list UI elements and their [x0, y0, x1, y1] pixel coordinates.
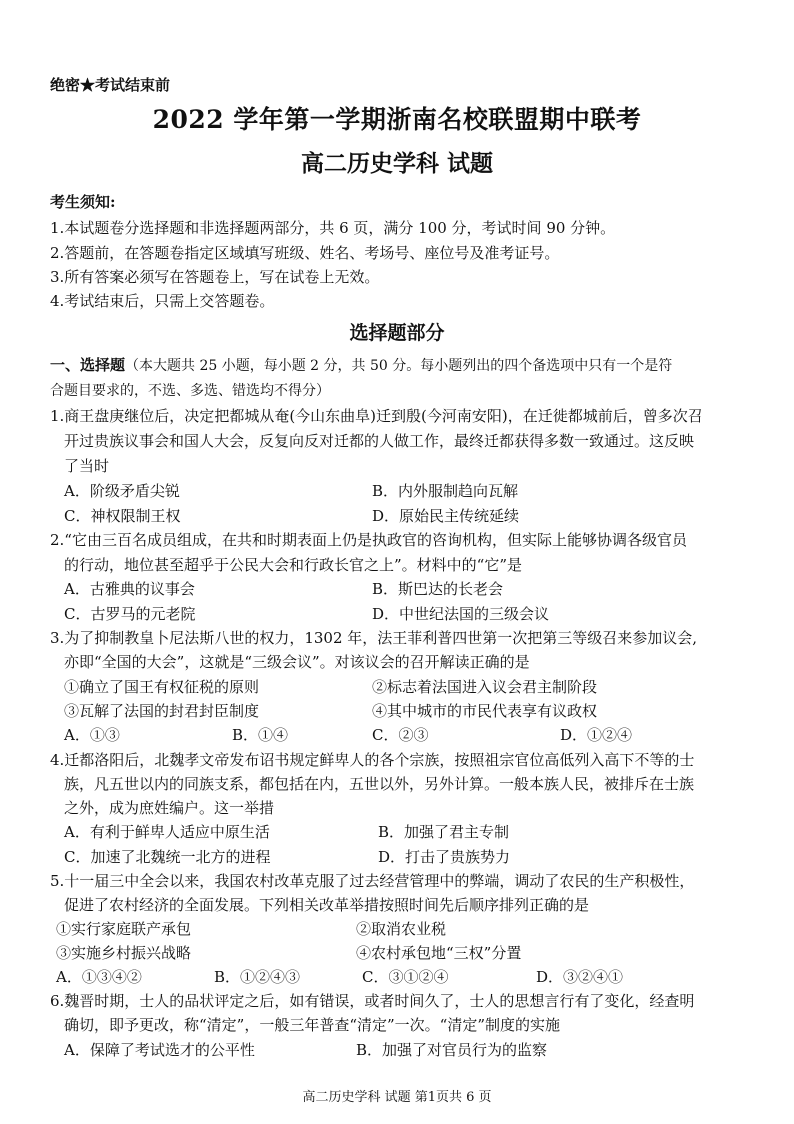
- q6-stem-line1: 6.魏晋时期，士人的品状评定之后，如有错误，或者时间久了，士人的思想言行有了变化，经查明: [50, 992, 695, 1010]
- q4-stem-line2: 族，凡五世以内的同族支系，都包括在内，五世以外，另外计算。一般本族人民，被排斥在士族: [64, 775, 695, 793]
- q5-statement-3: ③实施乡村振兴战略: [56, 944, 192, 962]
- q5-option-d: D．③②④①: [536, 968, 624, 986]
- notice-item: 4.考试结束后，只需上交答题卷。: [50, 292, 275, 310]
- q1-stem-line3: 了当时: [64, 457, 110, 475]
- q2-stem-line2: 的行动，地位甚至超乎于公民大会和行政长官之上”。材料中的“它”是: [64, 556, 523, 574]
- q1-option-a: A．阶级矛盾尖锐: [64, 482, 180, 500]
- q3-statement-4: ④其中城市的市民代表享有议政权: [372, 702, 598, 720]
- q3-statement-1: ①确立了国王有权征税的原则: [64, 678, 260, 696]
- q4-option-d: D．打击了贵族势力: [378, 848, 511, 866]
- q4-stem-line3: 之外，成为庶姓编户。这一举措: [64, 799, 275, 817]
- q1-option-b: B．内外服制趋向瓦解: [372, 482, 519, 500]
- confidential-label: 绝密★考试结束前: [50, 76, 171, 94]
- q5-option-b: B．①②④③: [214, 968, 301, 986]
- q6-option-a: A．保障了考试选才的公平性: [64, 1041, 255, 1059]
- notice-heading: 考生须知:: [50, 193, 116, 211]
- part-instr-line1: （本大题共 25 小题，每小题 2 分，共 50 分。每小题列出的四个备选项中只有一个是符: [125, 358, 673, 374]
- q1-stem-line2: 开过贵族议事会和国人大会，反复向反对迁都的人做工作，最终迁都获得多数一致通过。这反映: [64, 432, 695, 450]
- q3-stem-line2: 亦即“全国的大会”，这就是“三级会议”。对该议会的召开解读正确的是: [64, 653, 530, 671]
- q4-option-a: A．有利于鲜卑人适应中原生活: [64, 823, 270, 841]
- q2-option-a: A．古雅典的议事会: [64, 580, 195, 598]
- q5-statement-4: ④农村承包地“三权”分置: [356, 944, 522, 962]
- q2-stem-line1: 2.“它由三百名成员组成，在共和时期表面上仍是执政官的咨询机构，但实际上能够协调各级官员: [50, 531, 687, 549]
- q5-statement-2: ②取消农业税: [356, 920, 447, 938]
- q5-option-c: C．③①②④: [362, 968, 449, 986]
- q5-option-a: A．①③④②: [56, 968, 142, 986]
- q1-option-c: C．神权限制王权: [64, 507, 181, 525]
- notice-item: 3.所有答案必须写在答题卷上，写在试卷上无效。: [50, 268, 380, 286]
- q4-option-c: C．加速了北魏统一北方的进程: [64, 848, 271, 866]
- q1-option-d: D．原始民主传统延续: [372, 507, 520, 525]
- part-instructions: [50, 354, 672, 375]
- section-title: 选择题部分: [349, 322, 445, 344]
- q2-option-d: D．中世纪法国的三级会议: [372, 605, 550, 623]
- notice-item: 2.答题前，在答题卷指定区域填写班级、姓名、考场号、座位号及准考证号。: [50, 244, 560, 262]
- q5-stem-line2: 促进了农村经济的全面发展。下列相关改革举措按照时间先后顺序排列正确的是: [64, 896, 590, 914]
- part-label: 一、选择题: [50, 356, 126, 374]
- exam-title: 2022 学年第一学期浙南名校联盟期中联考: [152, 105, 642, 134]
- q5-statement-1: ①实行家庭联产承包: [56, 920, 192, 938]
- page-footer: 高二历史学科 试题 第1页共 6 页: [302, 1090, 492, 1105]
- q3-option-d: D．①②④: [560, 726, 633, 744]
- q4-option-b: B．加强了君主专制: [378, 823, 510, 841]
- q1-stem-line1: 1.商王盘庚继位后，决定把都城从奄(今山东曲阜)迁到殷(今河南安阳)，在迁徙都城前后，曾多次召: [50, 407, 703, 425]
- q3-statement-3: ③瓦解了法国的封君封臣制度: [64, 702, 260, 720]
- q3-option-a: A．①③: [64, 726, 120, 744]
- q6-stem-line2: 确切，即予更改，称“清定”，一般三年普查“清定”一次。“清定”制度的实施: [64, 1016, 561, 1034]
- exam-subtitle: 高二历史学科 试题: [300, 150, 493, 177]
- q3-statement-2: ②标志着法国进入议会君主制阶段: [372, 678, 598, 696]
- q6-option-b: B．加强了对官员行为的监察: [356, 1041, 548, 1059]
- q3-option-b: B．①④: [232, 726, 289, 744]
- notice-item: 1.本试题卷分选择题和非选择题两部分，共 6 页，满分 100 分，考试时间 90 分钟。: [50, 219, 616, 237]
- q2-option-c: C．古罗马的元老院: [64, 605, 196, 623]
- part-instr-line2: 合题目要求的，不选、多选、错选均不得分）: [50, 383, 330, 399]
- q5-stem-line1: 5.十一届三中全会以来，我国农村改革克服了过去经营管理中的弊端，调动了农民的生产积极性，: [50, 872, 695, 890]
- q3-stem-line1: 3.为了抑制教皇卜尼法斯八世的权力，1302 年，法王菲利普四世第一次把第三等级召来参加议会,: [50, 629, 698, 647]
- q4-stem-line1: 4.迁都洛阳后，北魏孝文帝发布诏书规定鲜卑人的各个宗族，按照祖宗官位高低列入高下不等的士: [50, 751, 695, 769]
- q3-option-c: C．②③: [372, 726, 429, 744]
- q2-option-b: B．斯巴达的长老会: [372, 580, 504, 598]
